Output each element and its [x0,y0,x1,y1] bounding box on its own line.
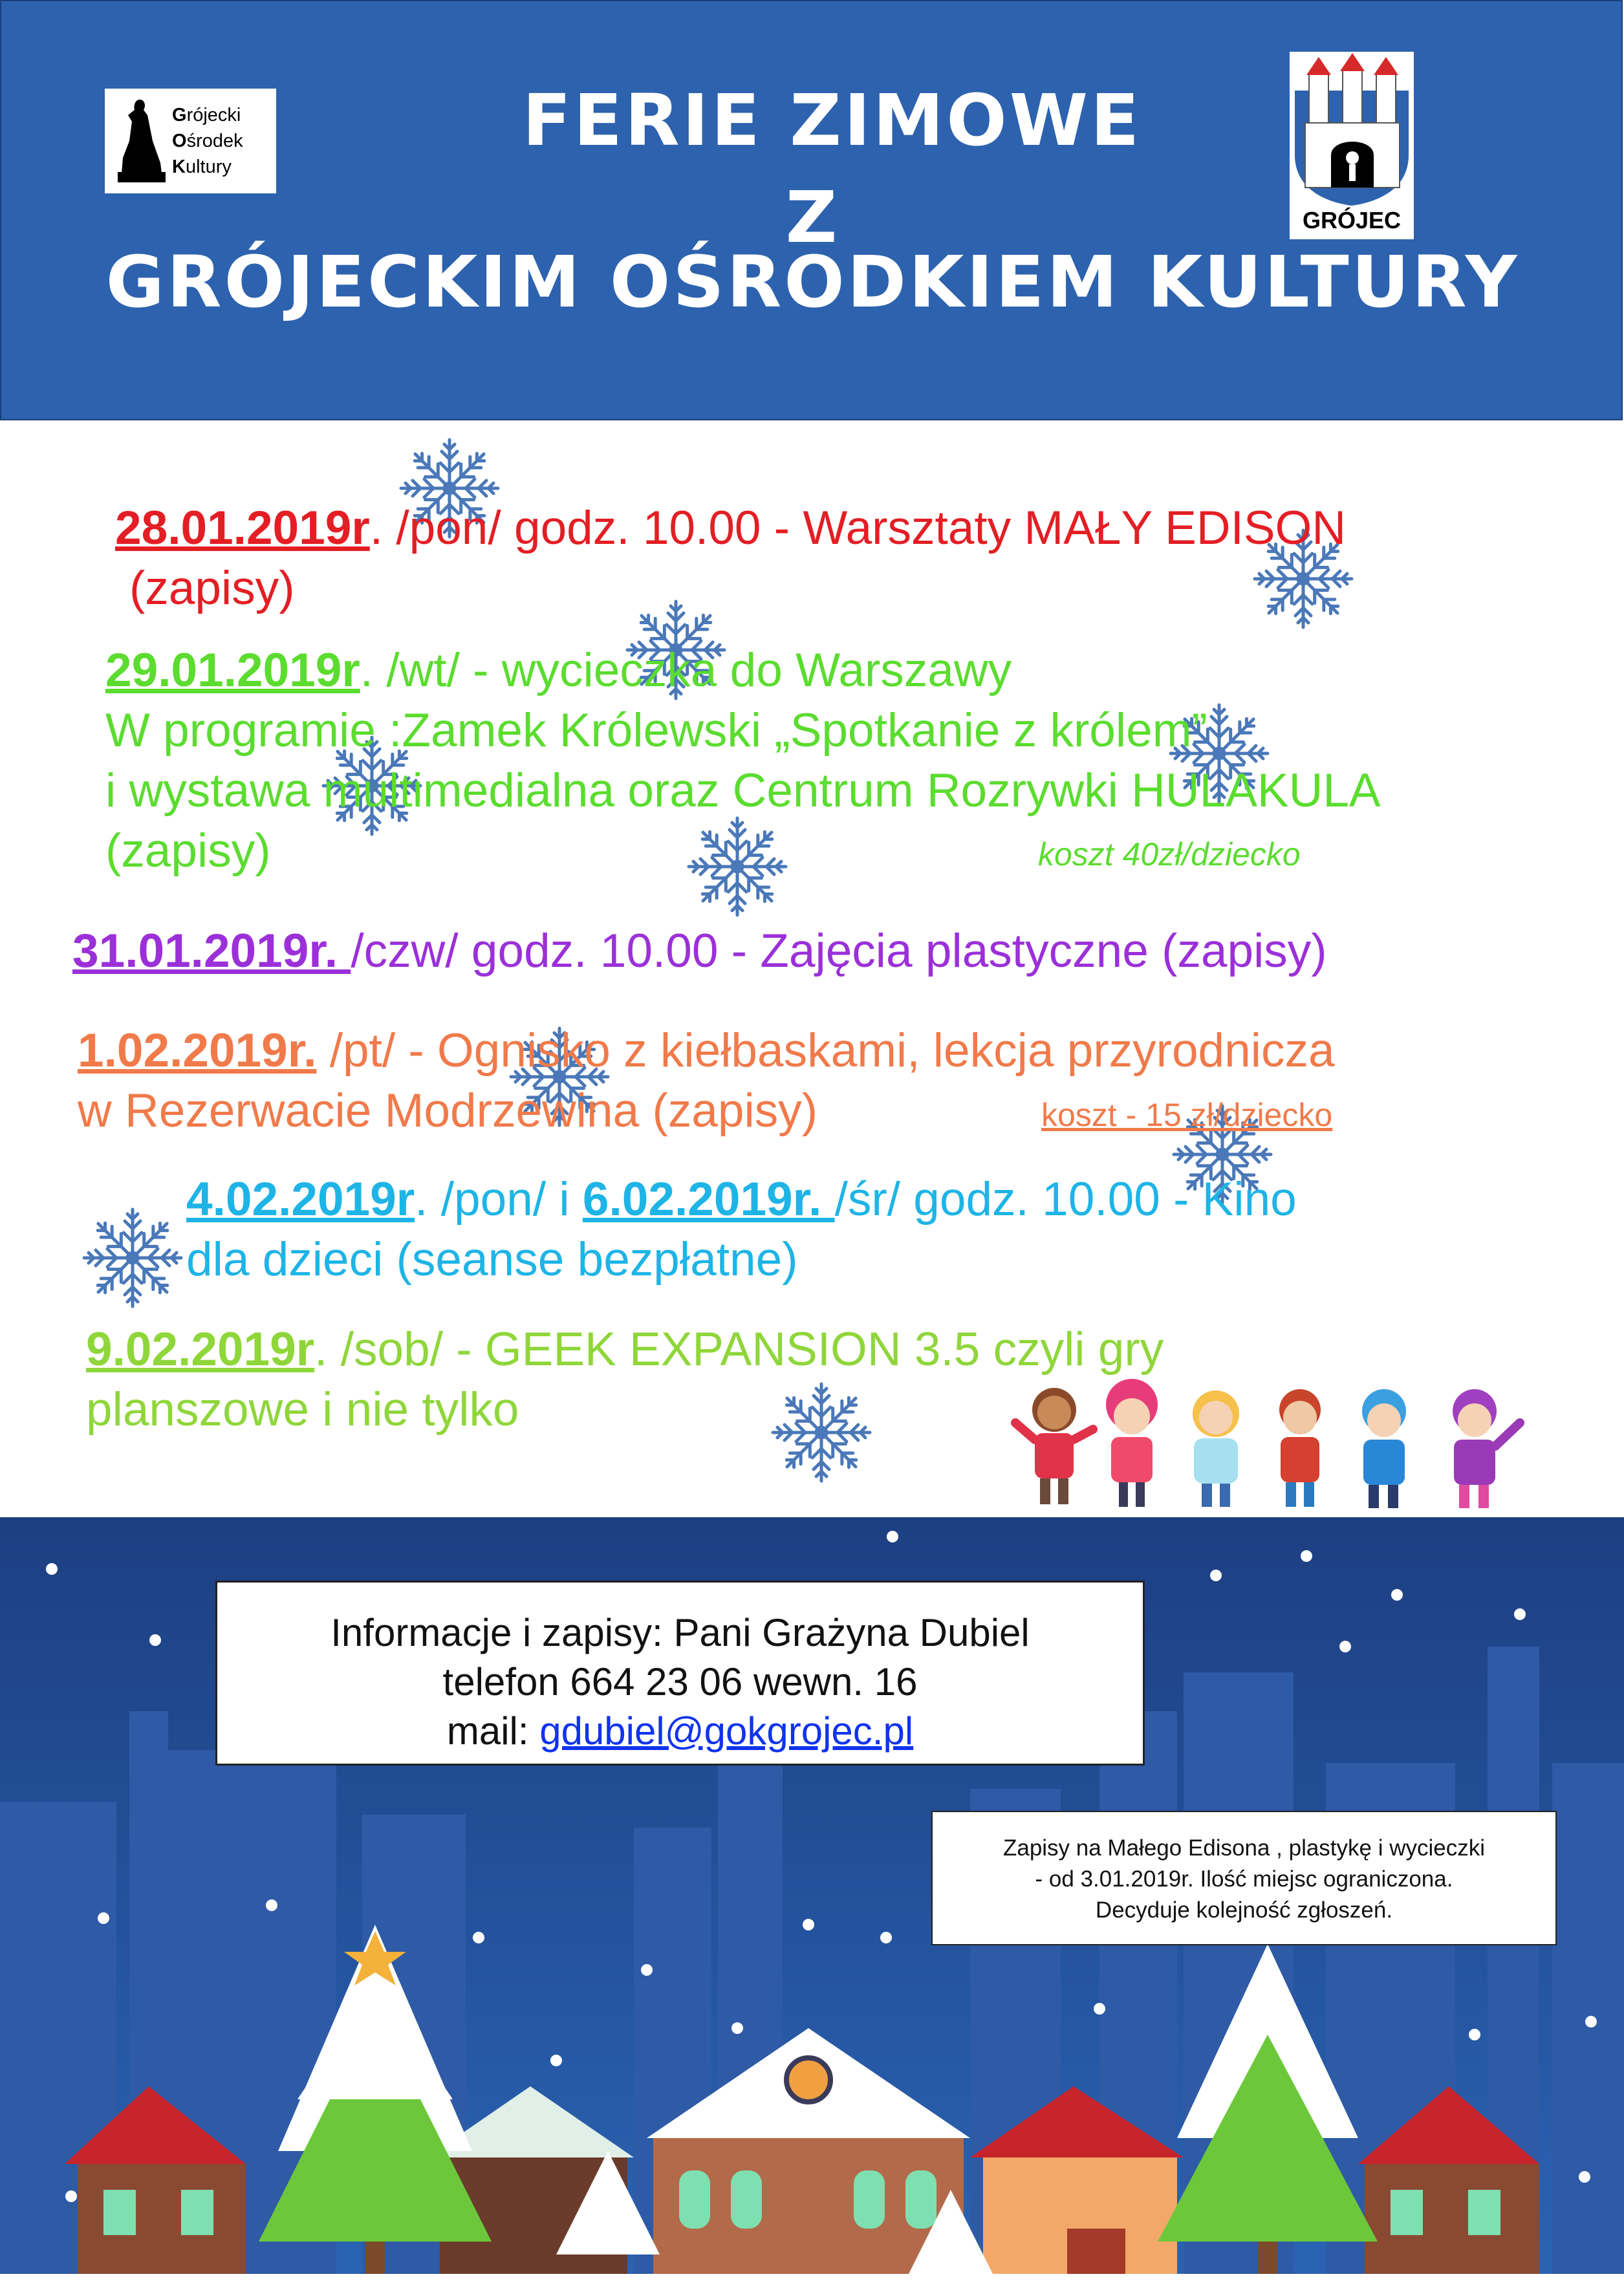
note-line3: Decyduje kolejność zgłoszeń. [1095,1897,1393,1923]
event-2-line3: i wystawa multimedialna oraz Centrum Rozrywki HULAKULA [105,764,1381,817]
event-5-text: . /pon/ i [415,1173,583,1226]
crest-icon [1290,52,1414,207]
event-1 [115,498,1346,618]
event-2-line2: W programie :Zamek Królewski „Spotkanie z królem” [105,704,1207,757]
event-1-line2: (zapisy) [129,562,295,614]
event-1-text: . /pon/ godz. 10.00 - Warsztaty MAŁY EDISON [369,502,1347,554]
event-3 [72,921,1327,981]
event-5-line2: dla dzieci (seanse bezpłatne) [186,1233,798,1286]
info-line1: Informacje i zapisy: Pani Grażyna Dubiel [330,1611,1030,1654]
grojec-crest [1290,52,1414,239]
info-line2: telefon 664 23 06 wewn. 16 [442,1660,918,1703]
title-line2: Z [785,176,840,259]
event-3-text: /czw/ godz. 10.00 - Zajęcia plastyczne (zapisy) [351,925,1327,977]
logo-line1: Grójecki [172,105,241,125]
event-6 [86,1319,1164,1440]
logo-line2: Ośrodek [172,131,243,151]
header-banner [0,0,1623,420]
event-5-text2: /śr/ godz. 10.00 - Kino [834,1173,1297,1226]
event-4-date: 1.02.2019r. [78,1024,317,1077]
event-1-date: 28.01.2019r [115,502,370,554]
snowflake-icon [78,1203,188,1313]
event-2-cost: koszt 40zł/dziecko [1038,836,1301,872]
event-4-text: /pt/ - Ognisko z kiełbaskami, lekcja przyrodnicza [316,1024,1335,1077]
event-4-cost: koszt - 15 zł/dziecko [1041,1097,1333,1133]
event-6-date: 9.02.2019r [86,1323,315,1376]
children-illustration [1009,1358,1539,1520]
event-6-text: . /sob/ - GEEK EXPANSION 3.5 czyli gry [314,1323,1164,1376]
note-line1: Zapisy na Małego Edisona , plastykę i wycieczki [1002,1835,1486,1861]
title-line1: FERIE ZIMOWE [522,79,1142,162]
event-5-date2: 6.02.2019r. [582,1173,835,1226]
event-5-date: 4.02.2019r [186,1173,415,1226]
event-2-date: 29.01.2019r [105,644,360,697]
event-5 [186,1169,1297,1290]
logo-line3: Kultury [172,157,232,177]
event-6-line2: planszowe i nie tylko [86,1383,519,1436]
email-link[interactable]: gdubiel@gokgrojec.pl [539,1709,914,1753]
event-2-text: . /wt/ - wycieczka do Warszawy [360,644,1012,697]
contact-info-box [215,1581,1145,1766]
registration-note [931,1811,1557,1945]
note-line2: - od 3.01.2019r. Ilość miejsc ograniczona. [1035,1866,1453,1892]
title-line3: GRÓJECKIM OŚRODKIEM KULTURY [105,241,1520,323]
event-2-line4: (zapisy) [105,825,271,877]
crest-name: GRÓJEC [1302,207,1402,233]
event-4-line2: w Rezerwacie Modrzewina (zapisy) [78,1085,818,1137]
mail-label: mail: [446,1709,540,1753]
event-3-date: 31.01.2019r. [72,925,351,977]
